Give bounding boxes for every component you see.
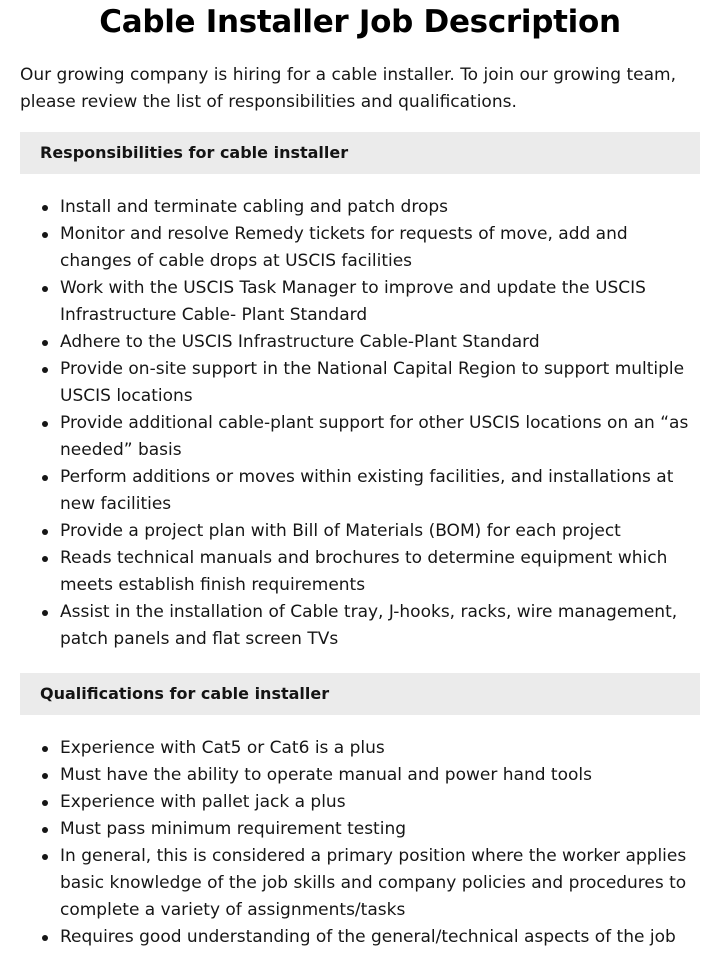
list-item: Adhere to the USCIS Infrastructure Cable-Plant Standard <box>60 329 700 356</box>
list-item: Install and terminate cabling and patch drops <box>60 194 700 221</box>
intro-paragraph: Our growing company is hiring for a cable installer. To join our growing team, please review the list of responsibilities and qualifications. <box>20 65 676 112</box>
list-item: Experience with pallet jack a plus <box>60 789 700 816</box>
list-item: In general, this is considered a primary position where the worker applies basic knowledge of the job skills and company policies and procedures to complete a variety of assignments/tasks <box>60 843 700 924</box>
list-item: Provide additional cable-plant support for other USCIS locations on an “as needed” basis <box>60 410 700 464</box>
responsibilities-heading: Responsibilities for cable installer <box>20 132 700 174</box>
qualifications-heading: Qualifications for cable installer <box>20 673 700 715</box>
qualifications-list <box>20 735 700 951</box>
list-item: Provide on-site support in the National Capital Region to support multiple USCIS locations <box>60 356 700 410</box>
list-item: Requires good understanding of the general/technical aspects of the job <box>60 924 700 951</box>
list-item: Work with the USCIS Task Manager to improve and update the USCIS Infrastructure Cable- Plant Standard <box>60 275 700 329</box>
page-title: Cable Installer Job Description <box>99 4 621 40</box>
list-item: Perform additions or moves within existing facilities, and installations at new facilities <box>60 464 700 518</box>
list-item: Provide a project plan with Bill of Materials (BOM) for each project <box>60 518 700 545</box>
list-item: Monitor and resolve Remedy tickets for requests of move, add and changes of cable drops at USCIS facilities <box>60 221 700 275</box>
list-item: Assist in the installation of Cable tray, J-hooks, racks, wire management, patch panels and flat screen TVs <box>60 599 700 653</box>
list-item: Must pass minimum requirement testing <box>60 816 700 843</box>
list-item: Reads technical manuals and brochures to determine equipment which meets establish finish requirements <box>60 545 700 599</box>
responsibilities-list <box>20 194 700 653</box>
list-item: Must have the ability to operate manual and power hand tools <box>60 762 700 789</box>
list-item: Experience with Cat5 or Cat6 is a plus <box>60 735 700 762</box>
